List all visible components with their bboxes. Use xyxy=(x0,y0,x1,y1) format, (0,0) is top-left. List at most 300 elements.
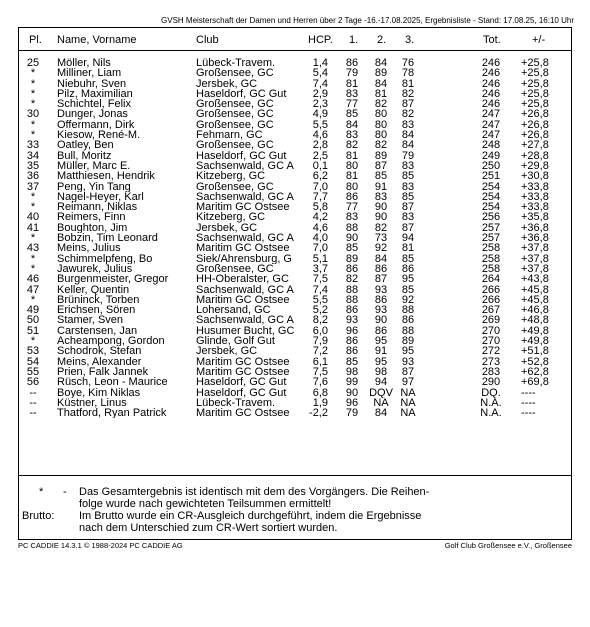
total-cell: 251 xyxy=(481,171,501,182)
table-row xyxy=(19,326,571,336)
player-name-cell: Burgenmeister, Gregor xyxy=(57,274,169,285)
difference-cell: +29,8 xyxy=(521,160,549,172)
handicap-cell: 7,9 xyxy=(312,336,328,347)
tie-note-dash: - xyxy=(63,486,67,498)
handicap-cell: 2,3 xyxy=(312,99,328,110)
total-cell: 290 xyxy=(481,377,501,388)
round-1-cell: 85 xyxy=(345,243,359,254)
club-cell: Großensee, GC xyxy=(196,119,274,131)
column-header-difference: +/- xyxy=(532,34,546,46)
player-name-cell: Rüsch, Leon - Maurice xyxy=(57,377,168,388)
table-row xyxy=(19,109,571,119)
table-row xyxy=(19,408,571,418)
difference-cell: +25,8 xyxy=(521,78,549,89)
player-name-cell: Carstensen, Jan xyxy=(57,325,138,337)
table-row xyxy=(19,254,571,264)
round-1-cell: 99 xyxy=(345,377,359,388)
round-2-cell: 86 xyxy=(374,263,388,275)
round-3-cell: 87 xyxy=(401,366,415,378)
table-row xyxy=(19,171,571,181)
round-2-cell: 82 xyxy=(374,99,388,110)
round-1-cell: 85 xyxy=(345,109,359,120)
table-row xyxy=(19,192,571,202)
tie-note-line-1: Das Gesamtergebnis ist identisch mit dem des Vorgängers. Die Reihen- xyxy=(79,486,430,498)
table-row xyxy=(19,120,571,130)
round-3-cell: 83 xyxy=(401,160,415,172)
total-cell: 272 xyxy=(481,346,501,357)
place-cell: 47 xyxy=(26,284,40,295)
round-2-cell: NA xyxy=(373,397,389,409)
table-row xyxy=(19,130,571,140)
player-name-cell: Oatley, Ben xyxy=(57,140,114,151)
round-3-cell: 87 xyxy=(401,202,415,213)
player-name-cell: Erichsen, Sören xyxy=(57,305,136,316)
place-cell: -- xyxy=(29,397,37,409)
round-2-cell: 80 xyxy=(374,130,388,141)
club-cell: Sachsenwald, GC A xyxy=(196,191,294,203)
handicap-cell: 7,2 xyxy=(312,346,328,357)
column-header-round-1: 1. xyxy=(349,34,359,46)
table-row xyxy=(19,68,571,78)
club-cell: Sachsenwald, GC A xyxy=(196,233,294,244)
handicap-cell: 5,8 xyxy=(312,202,328,213)
round-1-cell: 83 xyxy=(345,88,359,100)
club-cell: Jersbek, GC xyxy=(196,222,258,234)
player-name-cell: Meins, Julius xyxy=(57,243,121,254)
total-cell: 283 xyxy=(481,366,501,378)
handicap-cell: 3,7 xyxy=(312,263,328,275)
handicap-cell: 4,2 xyxy=(312,212,328,223)
total-cell: 246 xyxy=(481,78,501,89)
table-row xyxy=(19,388,571,398)
difference-cell: +52,8 xyxy=(521,356,549,367)
round-2-cell: 90 xyxy=(374,315,388,326)
place-cell: 37 xyxy=(26,181,40,192)
round-3-cell: 83 xyxy=(401,119,415,131)
round-1-cell: 96 xyxy=(345,325,359,337)
total-cell: 270 xyxy=(481,336,501,347)
difference-cell: +25,8 xyxy=(521,68,549,79)
place-cell: 49 xyxy=(26,305,40,316)
place-cell: 30 xyxy=(26,109,40,120)
handicap-cell: 4,0 xyxy=(312,233,328,244)
player-name-cell: Kiesow, René-M. xyxy=(57,130,141,141)
place-cell: 53 xyxy=(26,346,40,357)
round-1-cell: 82 xyxy=(345,274,359,285)
software-credit: PC CADDIE 14.3.1 © 1988-2024 PC CADDIE AG xyxy=(18,541,183,550)
round-3-cell: 85 xyxy=(401,171,415,182)
notes-divider xyxy=(19,475,571,476)
difference-cell: +26,8 xyxy=(521,109,549,120)
round-1-cell: 84 xyxy=(345,119,359,131)
round-1-cell: 86 xyxy=(345,191,359,203)
round-1-cell: 96 xyxy=(345,397,359,409)
difference-cell: +33,8 xyxy=(521,202,549,213)
total-cell: 258 xyxy=(481,243,501,254)
round-3-cell: 95 xyxy=(401,346,415,357)
place-cell: * xyxy=(30,253,36,264)
table-row xyxy=(19,377,571,387)
player-name-cell: Brüninck, Torben xyxy=(57,294,140,306)
player-name-cell: Stamer, Sven xyxy=(57,315,124,326)
total-cell: 247 xyxy=(481,109,501,120)
total-cell: 246 xyxy=(481,88,501,100)
round-1-cell: 83 xyxy=(345,212,359,223)
round-1-cell: 93 xyxy=(345,315,359,326)
difference-cell: ---- xyxy=(521,408,536,419)
round-3-cell: 97 xyxy=(401,377,415,388)
place-cell: 25 xyxy=(26,58,40,69)
place-cell: 41 xyxy=(26,222,40,234)
round-2-cell: 80 xyxy=(374,119,388,131)
round-2-cell: 85 xyxy=(374,171,388,182)
player-name-cell: Küstner, Linus xyxy=(57,397,127,409)
club-cell: Maritim GC Ostsee xyxy=(196,294,290,306)
handicap-cell: 6,0 xyxy=(312,325,328,337)
round-1-cell: 98 xyxy=(345,366,359,378)
place-cell: * xyxy=(30,191,36,203)
total-cell: 246 xyxy=(481,68,501,79)
player-name-cell: Schichtel, Felix xyxy=(57,99,131,110)
round-1-cell: 77 xyxy=(345,99,359,110)
handicap-cell: 5,5 xyxy=(312,294,328,306)
club-cell: Lübeck-Travem. xyxy=(196,58,276,69)
total-cell: 249 xyxy=(481,150,501,161)
round-2-cell: 80 xyxy=(374,109,388,120)
handicap-cell: 7,0 xyxy=(312,243,328,254)
round-2-cell: 82 xyxy=(374,140,388,151)
player-name-cell: Möller, Nils xyxy=(57,58,111,69)
club-cell: Glinde, Golf Gut xyxy=(196,336,275,347)
round-2-cell: 94 xyxy=(374,377,388,388)
round-2-cell: 86 xyxy=(374,294,388,306)
club-cell: Großensee, GC xyxy=(196,109,274,120)
player-name-cell: Jawurek, Julius xyxy=(57,263,133,275)
results-rows xyxy=(19,58,571,418)
player-name-cell: Peng, Yin Tang xyxy=(57,181,131,192)
handicap-cell: 0,1 xyxy=(312,160,328,172)
report-title: GVSH Meisterschaft der Damen und Herren über 2 Tage -16.-17.08.2025, Ergebnisliste - Stand: 17.08.25, 16:10 Uhr xyxy=(161,16,574,25)
round-1-cell: 86 xyxy=(345,346,359,357)
round-3-cell: 86 xyxy=(401,315,415,326)
round-1-cell: 81 xyxy=(345,171,359,182)
round-3-cell: 83 xyxy=(401,212,415,223)
place-cell: * xyxy=(30,119,36,131)
club-cell: Maritim GC Ostsee xyxy=(196,356,290,367)
place-cell: 55 xyxy=(26,366,40,378)
club-cell: Lübeck-Travem. xyxy=(196,397,276,409)
results-table-frame xyxy=(18,27,572,540)
round-2-cell: 89 xyxy=(374,68,388,79)
difference-cell: +26,8 xyxy=(521,119,549,131)
handicap-cell: 2,5 xyxy=(312,150,328,161)
club-cell: Großensee, GC xyxy=(196,140,274,151)
round-2-cell: 84 xyxy=(374,408,388,419)
club-cell: Maritim GC Ostsee xyxy=(196,243,290,254)
table-row xyxy=(19,295,571,305)
table-row xyxy=(19,305,571,315)
column-header-name: Name, Vorname xyxy=(57,34,137,46)
difference-cell: +62,8 xyxy=(521,366,549,378)
place-cell: 50 xyxy=(26,315,40,326)
handicap-cell: 7,0 xyxy=(312,181,328,192)
player-name-cell: Milliner, Liam xyxy=(57,68,122,79)
round-2-cell: 84 xyxy=(374,78,388,89)
player-name-cell: Meins, Alexander xyxy=(57,356,142,367)
round-2-cell: 84 xyxy=(374,253,388,264)
round-2-cell: 95 xyxy=(374,356,388,367)
handicap-cell: 7,4 xyxy=(312,284,328,295)
difference-cell: +27,8 xyxy=(521,140,549,151)
column-header-total: Tot. xyxy=(483,34,501,46)
handicap-cell: -2,2 xyxy=(309,408,328,419)
round-1-cell: 86 xyxy=(345,58,359,69)
round-3-cell: 84 xyxy=(401,140,415,151)
round-3-cell: 88 xyxy=(401,325,415,337)
handicap-cell: 7,7 xyxy=(312,191,328,203)
round-2-cell: DQV xyxy=(369,387,393,398)
total-cell: 258 xyxy=(481,253,501,264)
club-cell: Maritim GC Ostsee xyxy=(196,202,290,213)
table-row xyxy=(19,212,571,222)
club-cell: Großensee, GC xyxy=(196,181,274,192)
total-cell: N.A. xyxy=(480,408,502,419)
total-cell: 248 xyxy=(481,140,501,151)
table-row xyxy=(19,357,571,367)
tie-note-line-2: folge wurde nach gewichteten Teilsummen ermittelt! xyxy=(79,498,332,510)
round-1-cell: 82 xyxy=(345,140,359,151)
round-1-cell: 80 xyxy=(345,160,359,172)
handicap-cell: 1,4 xyxy=(312,58,328,69)
difference-cell: +28,8 xyxy=(521,150,549,161)
round-2-cell: 86 xyxy=(374,325,388,337)
total-cell: 247 xyxy=(481,119,501,131)
handicap-cell: 1,9 xyxy=(312,397,328,409)
place-cell: -- xyxy=(29,387,37,398)
place-cell: 43 xyxy=(26,243,40,254)
round-3-cell: 87 xyxy=(401,99,415,110)
difference-cell: ---- xyxy=(521,387,536,398)
total-cell: 266 xyxy=(481,284,501,295)
round-3-cell: 82 xyxy=(401,109,415,120)
round-3-cell: 89 xyxy=(401,336,415,347)
total-cell: 267 xyxy=(481,305,501,316)
brutto-note-line-1: Im Brutto wurde ein CR-Ausgleich durchgeführt, indem die Ergebnisse xyxy=(79,510,422,522)
total-cell: 254 xyxy=(481,191,501,203)
round-2-cell: 93 xyxy=(374,284,388,295)
place-cell: * xyxy=(30,263,36,275)
round-1-cell: 90 xyxy=(345,233,359,244)
place-cell: 33 xyxy=(26,140,40,151)
difference-cell: +33,8 xyxy=(521,181,549,192)
table-row xyxy=(19,140,571,150)
place-cell: * xyxy=(30,130,36,141)
player-name-cell: Thatford, Ryan Patrick xyxy=(57,408,167,419)
club-cell: Großensee, GC xyxy=(196,263,274,275)
handicap-cell: 2,8 xyxy=(312,140,328,151)
table-row xyxy=(19,264,571,274)
place-cell: * xyxy=(30,233,36,244)
round-2-cell: 91 xyxy=(374,346,388,357)
club-cell: Jersbek, GC xyxy=(196,346,258,357)
round-1-cell: 81 xyxy=(345,150,359,161)
difference-cell: +26,8 xyxy=(521,130,549,141)
handicap-cell: 7,4 xyxy=(312,78,328,89)
place-cell: -- xyxy=(29,408,37,419)
table-row xyxy=(19,151,571,161)
difference-cell: +46,8 xyxy=(521,305,549,316)
round-3-cell: 81 xyxy=(401,78,415,89)
round-1-cell: 88 xyxy=(345,222,359,234)
handicap-cell: 6,1 xyxy=(312,356,328,367)
difference-cell: +25,8 xyxy=(521,58,549,69)
round-3-cell: 85 xyxy=(401,284,415,295)
place-cell: * xyxy=(30,202,36,213)
round-1-cell: 80 xyxy=(345,181,359,192)
round-3-cell: 95 xyxy=(401,274,415,285)
table-row xyxy=(19,274,571,284)
round-1-cell: 89 xyxy=(345,253,359,264)
difference-cell: +37,8 xyxy=(521,243,549,254)
place-cell: 36 xyxy=(26,171,40,182)
handicap-cell: 8,2 xyxy=(312,315,328,326)
total-cell: 257 xyxy=(481,233,501,244)
difference-cell: +45,8 xyxy=(521,294,549,306)
player-name-cell: Bull, Moritz xyxy=(57,150,112,161)
club-cell: Haseldorf, GC Gut xyxy=(196,377,287,388)
table-row xyxy=(19,161,571,171)
round-2-cell: 95 xyxy=(374,336,388,347)
column-header-round-2: 2. xyxy=(377,34,387,46)
place-cell: 35 xyxy=(26,160,40,172)
table-row xyxy=(19,202,571,212)
total-cell: 247 xyxy=(481,130,501,141)
total-cell: 264 xyxy=(481,274,501,285)
round-2-cell: 89 xyxy=(374,150,388,161)
round-2-cell: 82 xyxy=(374,222,388,234)
round-1-cell: 77 xyxy=(345,202,359,213)
club-cell: Sachsenwald, GC A xyxy=(196,284,294,295)
round-3-cell: 93 xyxy=(401,356,415,367)
table-row xyxy=(19,233,571,243)
round-3-cell: 84 xyxy=(401,130,415,141)
difference-cell: +33,8 xyxy=(521,191,549,203)
total-cell: 269 xyxy=(481,315,501,326)
player-name-cell: Schimmelpfeng, Bo xyxy=(57,253,153,264)
total-cell: 246 xyxy=(481,58,501,69)
difference-cell: +36,8 xyxy=(521,222,549,234)
table-row xyxy=(19,398,571,408)
club-cell: Großensee, GC xyxy=(196,68,274,79)
place-cell: 46 xyxy=(26,274,40,285)
round-2-cell: 90 xyxy=(374,212,388,223)
place-cell: 54 xyxy=(26,356,40,367)
round-1-cell: 79 xyxy=(345,68,359,79)
tie-note-marker: * xyxy=(39,486,44,498)
difference-cell: ---- xyxy=(521,397,536,409)
table-row xyxy=(19,79,571,89)
difference-cell: +37,8 xyxy=(521,253,549,264)
place-cell: * xyxy=(30,78,36,89)
round-3-cell: 82 xyxy=(401,88,415,100)
table-row xyxy=(19,223,571,233)
club-cell: Haseldorf, GC Gut xyxy=(196,88,287,100)
table-row xyxy=(19,315,571,325)
round-3-cell: 85 xyxy=(401,253,415,264)
difference-cell: +69,8 xyxy=(521,377,549,388)
column-header-round-3: 3. xyxy=(405,34,415,46)
round-2-cell: 83 xyxy=(374,191,388,203)
club-cell: Großensee, GC xyxy=(196,99,274,110)
round-3-cell: 76 xyxy=(401,58,415,69)
difference-cell: +48,8 xyxy=(521,315,549,326)
round-3-cell: 86 xyxy=(401,263,415,275)
round-2-cell: 90 xyxy=(374,202,388,213)
handicap-cell: 5,1 xyxy=(312,253,328,264)
handicap-cell: 2,9 xyxy=(312,88,328,100)
difference-cell: +51,8 xyxy=(521,346,549,357)
table-row xyxy=(19,99,571,109)
round-3-cell: 78 xyxy=(401,68,415,79)
handicap-cell: 4,9 xyxy=(312,109,328,120)
round-1-cell: 86 xyxy=(345,336,359,347)
player-name-cell: Reimers, Finn xyxy=(57,212,126,223)
place-cell: 56 xyxy=(26,377,40,388)
club-cell: Kitzeberg, GC xyxy=(196,212,266,223)
handicap-cell: 4,6 xyxy=(312,130,328,141)
table-row xyxy=(19,336,571,346)
difference-cell: +49,8 xyxy=(521,336,549,347)
place-cell: * xyxy=(30,88,36,100)
table-row xyxy=(19,346,571,356)
round-3-cell: 94 xyxy=(401,233,415,244)
round-1-cell: 88 xyxy=(345,284,359,295)
round-3-cell: 92 xyxy=(401,294,415,306)
table-row xyxy=(19,367,571,377)
player-name-cell: Niebuhr, Sven xyxy=(57,78,127,89)
player-name-cell: Reimann, Niklas xyxy=(57,202,138,213)
round-2-cell: 87 xyxy=(374,160,388,172)
handicap-cell: 6,8 xyxy=(312,387,328,398)
club-cell: Siek/Ahrensburg, G xyxy=(196,253,292,264)
round-1-cell: 81 xyxy=(345,78,359,89)
round-3-cell: NA xyxy=(400,387,416,398)
total-cell: DQ. xyxy=(481,387,501,398)
player-name-cell: Acheampong, Gordon xyxy=(57,336,165,347)
table-row xyxy=(19,285,571,295)
difference-cell: +45,8 xyxy=(521,284,549,295)
handicap-cell: 6,2 xyxy=(312,171,328,182)
total-cell: 257 xyxy=(481,222,501,234)
round-2-cell: 73 xyxy=(374,233,388,244)
club-cell: Jersbek, GC xyxy=(196,78,258,89)
player-name-cell: Matthiesen, Hendrik xyxy=(57,171,155,182)
club-cell: Lohersand, GC xyxy=(196,305,271,316)
handicap-cell: 5,4 xyxy=(312,68,328,79)
round-2-cell: 93 xyxy=(374,305,388,316)
player-name-cell: Offermann, Dirk xyxy=(57,119,135,131)
place-cell: * xyxy=(30,68,36,79)
round-3-cell: 85 xyxy=(401,191,415,203)
difference-cell: +36,8 xyxy=(521,233,549,244)
column-header-place: Pl. xyxy=(29,34,42,46)
total-cell: N.A. xyxy=(480,397,502,409)
player-name-cell: Dunger, Jonas xyxy=(57,109,128,120)
round-2-cell: 87 xyxy=(374,274,388,285)
club-cell: Maritim GC Ostsee xyxy=(196,366,290,378)
difference-cell: +43,8 xyxy=(521,274,549,285)
player-name-cell: Nagel-Heyer, Karl xyxy=(57,191,144,203)
